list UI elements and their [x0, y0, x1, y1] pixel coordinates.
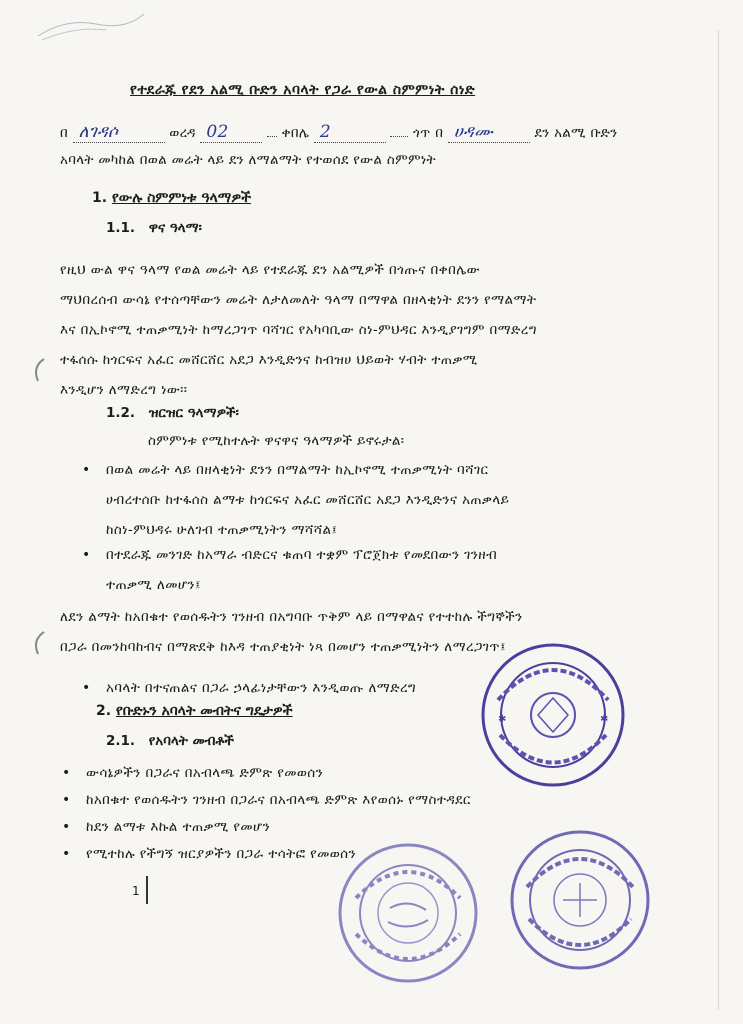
got-label: ጎጥ በ — [413, 125, 444, 141]
paragraph-line: እንዲሆን ለማድረግ ነው፡፡ — [60, 382, 188, 398]
zone-handwritten: ለገዳሶ — [73, 122, 165, 143]
bullet-line: ከአበቁተ የወሰዱትን ገንዘብ በጋራና በአብላጫ ድምጽ እየወሰኑ የማስተዳደር — [86, 792, 471, 808]
bullet-dot-icon: • — [62, 792, 71, 808]
bullet-dot-icon: • — [82, 547, 91, 563]
intro-prefix: በ — [60, 125, 69, 141]
page-number-bar — [146, 876, 148, 904]
punch-hole-mark — [28, 355, 48, 385]
section1-1-heading — [106, 220, 202, 236]
bullet-line: አባላት በተናጠልና በጋራ ኃላፊነታቸውን እንዲወጡ ለማድረግ — [106, 680, 417, 696]
kebele-dots — [390, 136, 408, 137]
bullet-dot-icon: • — [82, 462, 91, 478]
bullet-dot-icon: • — [62, 819, 71, 835]
section2-heading — [96, 703, 293, 719]
bullet-dot-icon: • — [62, 846, 71, 862]
bullet-line: ከስነ-ምህዳሩ ሁለገብ ተጠቃሚነትን ማሻሻል፤ — [106, 522, 338, 538]
section1-2-number: 1.2. — [106, 405, 136, 421]
faded-stamp-seal — [328, 838, 488, 988]
intro-line-2: አባላት መካከል በወል መሬት ላይ ደን ለማልማት የተወሰደ የውል ስምምነት — [60, 152, 436, 168]
woreda-dots — [267, 136, 277, 137]
bullet-dot-icon: • — [62, 765, 71, 781]
section2-title: የቡድኑን አባላት መብትና ግዴታዎች — [115, 703, 293, 719]
section1-1-title: ዋና ዓላማ፡ — [148, 220, 202, 236]
section2-1-number: 2.1. — [106, 733, 136, 749]
objective-bullet — [82, 455, 510, 545]
section1-2-heading — [106, 405, 239, 421]
punch-hole-mark — [28, 628, 48, 658]
rights-bullet — [62, 785, 471, 815]
paragraph-line: የዚህ ውል ዋና ዓላማ የወል መሬት ላይ የተደራጁ ደን አልሚዎች በጎጡና በቀበሌው — [60, 262, 480, 278]
section1-2-title: ዝርዝር ዓላማዎች፡ — [148, 405, 239, 421]
bullet-line: በተደራጁ መንገድ ከአማራ ብድርና ቁጠባ ተቋም ፕሮጀክቱ የመደበውን ገንዘብ — [106, 547, 498, 563]
main-purpose-paragraph — [60, 255, 680, 405]
kebele-handwritten: 2 — [314, 122, 386, 143]
section1-title: የውሉ ስምምነቱ ዓላማዎች — [111, 190, 252, 206]
rights-bullet — [62, 758, 324, 788]
section1-2-intro: ስምምነቱ የሚከተሉት ዋናዋና ዓላማዎች ይኖሩታል፡ — [148, 433, 405, 449]
paragraph-line: ተፋሰሱ ከጎርፍና አፈር መሸርሸር አደጋ እንዲድንና ከብዝሀ ህይወት ሃብት ተጠቃሚ — [60, 352, 478, 368]
svg-text:✱: ✱ — [498, 714, 507, 725]
got-handwritten: ሀዳሙ — [448, 122, 530, 143]
bullet-line: ሀብረተሰቡ ከተፋሰስ ልማቱ ከጎርፍና አፈር መሸርሸር አደጋ እንዲድንና አጠቃላይ — [106, 492, 510, 508]
objective-bullet — [82, 540, 498, 600]
bullet-line: ውሳኔዎችን በጋራና በአብላጫ ድምጽ የመወሰን — [86, 765, 324, 781]
rights-bullet — [62, 812, 271, 842]
official-stamp-seal — [478, 640, 628, 790]
rights-bullet — [62, 839, 356, 869]
svg-text:✱: ✱ — [600, 714, 609, 725]
section1-1-number: 1.1. — [106, 220, 136, 236]
document-title: የተደራጁ የደን አልሚ ቡድን አባላት የጋራ የውል ስምምነት ሰነድ — [130, 82, 476, 98]
intro-suffix: ደን አልሚ ቡድን — [534, 125, 618, 141]
paragraph-line: ለደን ልማት ከአበቁተ የወሰዱትን ገንዘብ በአግባቡ ጥቅም ላይ በማዋልና የተተከሉ ችግኞችን — [60, 609, 523, 625]
secondary-stamp-seal — [505, 825, 655, 975]
closing-bullet — [82, 673, 417, 703]
woreda-handwritten: 02 — [200, 122, 262, 143]
kebele-label: ቀበሌ — [281, 125, 310, 141]
bullet-line: ተጠቃሚ ለመሆን፤ — [106, 577, 201, 593]
bullet-dot-icon: • — [82, 680, 91, 696]
paragraph-line: በጋራ በመንከባከብና በማጽደቅ ከእዳ ተጠያቂነት ነጻ በመሆን ተጠቃሚነትን ለማረጋገጥ፤ — [60, 639, 506, 655]
page-edge — [718, 30, 719, 1010]
paragraph-line: እና በኢኮኖሚ ተጠቃሚነት ከማረጋገጥ ባሻገር የአካባቢው ስነ-ምህዳር እንዲያገግም በማድረግ — [60, 322, 537, 338]
bullet-line: በወል መሬት ላይ በዘላቂነት ደንን በማልማት ከኢኮኖሚ ተጠቃሚነት ባሻገር — [106, 462, 489, 478]
section1-heading — [92, 190, 251, 206]
section2-number: 2. — [96, 703, 112, 719]
page-number: 1 — [132, 884, 140, 898]
section2-1-heading — [106, 733, 234, 749]
bullet-line: የሚተከሉ የችግኝ ዝርያዎችን በጋራ ተሳትፎ የመወሰን — [86, 846, 356, 862]
bullet-line: ከደን ልማቱ እኩል ተጠቃሚ የመሆን — [86, 819, 271, 835]
intro-line-1 — [60, 122, 618, 143]
woreda-label: ወረዳ — [169, 125, 196, 141]
pencil-scratch-mark — [36, 10, 146, 42]
section2-1-title: የአባላት መብቶች — [148, 733, 234, 749]
paragraph-line: ማህበረሰብ ውሳኔ የተሰጣቸውን መሬት ለታለመለት ዓላማ በማዋል በዘላቂነት ደንን የማልማት — [60, 292, 537, 308]
section1-number: 1. — [92, 190, 108, 206]
